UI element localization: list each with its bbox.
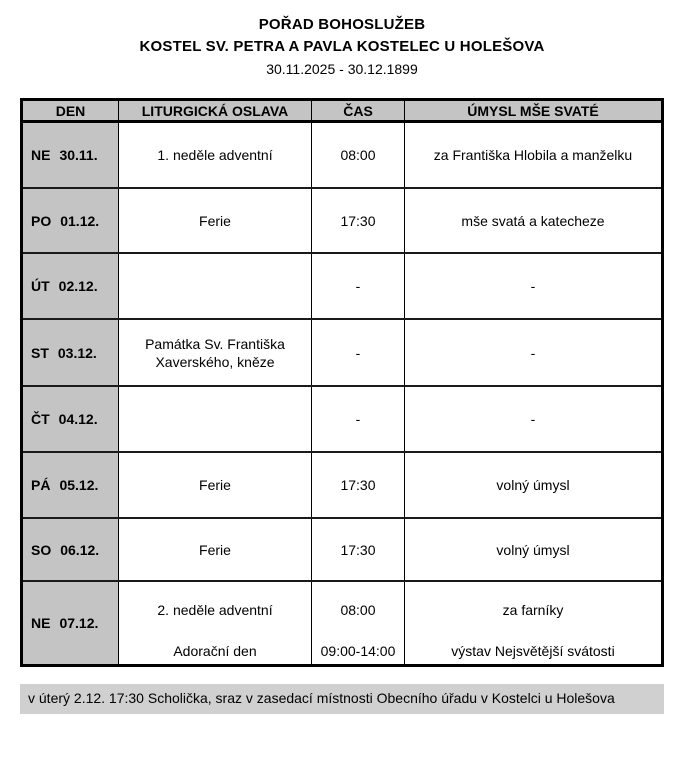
celebration-line-2: Adorační den — [173, 643, 257, 659]
day-abbrev: NE — [31, 147, 51, 163]
celebration-cell — [118, 582, 311, 664]
table-row — [23, 187, 661, 252]
day-date: 30.11. — [59, 147, 98, 163]
header-cell-den: DEN — [55, 102, 86, 119]
day-abbrev: ČT — [31, 411, 50, 427]
time-cell: 08:00 — [311, 123, 404, 187]
time-cell: - — [311, 320, 404, 385]
time-cell: 17:30 — [311, 189, 404, 252]
footer-note: v úterý 2.12. 17:30 Scholička, sraz v zasedací místnosti Obecního úřadu v Kostelci u Holešova — [20, 684, 664, 714]
time-cell — [311, 582, 404, 664]
day-date: 02.12. — [58, 278, 98, 294]
day-cell — [23, 254, 118, 318]
day-abbrev: PÁ — [31, 477, 51, 493]
day-cell — [23, 453, 118, 517]
intention-cell: - — [404, 254, 661, 318]
table-row — [23, 318, 661, 385]
day-cell — [23, 320, 118, 385]
day-abbrev: PO — [31, 212, 52, 229]
table-row — [23, 385, 661, 451]
celebration-cell: Ferie — [118, 453, 311, 517]
header-cell-cas: ČAS — [311, 101, 404, 120]
day-date: 06.12. — [60, 541, 100, 558]
celebration-cell — [118, 387, 311, 451]
day-date: 01.12. — [60, 212, 100, 229]
title-block — [0, 0, 684, 80]
celebration-cell: Ferie — [118, 519, 311, 580]
celebration-cell: 1. neděle adventní — [118, 123, 311, 187]
date-range: 30.11.2025 - 30.12.1899 — [266, 61, 418, 77]
intention-line-1: za farníky — [502, 602, 564, 618]
intention-cell: - — [404, 387, 661, 451]
day-cell — [23, 189, 118, 252]
celebration-cell — [118, 254, 311, 318]
day-cell — [23, 582, 118, 664]
table-header-row — [23, 101, 661, 123]
celebration-line-1: 2. neděle adventní — [157, 602, 273, 618]
day-abbrev: ÚT — [31, 278, 50, 294]
day-abbrev: ST — [31, 344, 49, 361]
header-cell-umysl: ÚMYSL MŠE SVATÉ — [404, 101, 661, 120]
day-date: 07.12. — [59, 615, 99, 631]
time-cell: 17:30 — [311, 453, 404, 517]
day-abbrev: SO — [31, 541, 52, 558]
header-cell-oslava: LITURGICKÁ OSLAVA — [118, 101, 311, 120]
table-row — [23, 451, 661, 517]
table-row — [23, 252, 661, 318]
intention-cell: volný úmysl — [404, 453, 661, 517]
day-date: 03.12. — [57, 344, 97, 361]
time-cell: 17:30 — [311, 519, 404, 580]
time-line-1: 08:00 — [340, 602, 376, 618]
page-title: POŘAD BOHOSLUŽEB — [258, 16, 426, 33]
day-cell — [23, 519, 118, 580]
day-abbrev: NE — [31, 615, 51, 631]
time-cell: - — [311, 387, 404, 451]
day-cell — [23, 123, 118, 187]
time-cell: - — [311, 254, 404, 318]
intention-cell: - — [404, 320, 661, 385]
intention-cell: volný úmysl — [404, 519, 661, 580]
intention-cell: mše svatá a katecheze — [404, 189, 661, 252]
celebration-cell: Ferie — [118, 189, 311, 252]
intention-line-2: výstav Nejsvětější svátosti — [451, 643, 615, 659]
table-row — [23, 517, 661, 580]
intention-cell — [404, 582, 661, 664]
page-subtitle: KOSTEL SV. PETRA A PAVLA KOSTELEC U HOLEŠOVA — [139, 38, 545, 55]
table-row — [23, 123, 661, 187]
intention-cell: za Františka Hlobila a manželku — [404, 123, 661, 187]
day-cell — [23, 387, 118, 451]
time-line-2: 09:00-14:00 — [320, 643, 396, 659]
day-date: 05.12. — [59, 477, 99, 493]
celebration-cell: Památka Sv. Františka Xaverského, kněze — [118, 320, 311, 385]
schedule-table — [20, 98, 664, 667]
table-row — [23, 580, 661, 664]
day-date: 04.12. — [58, 411, 98, 427]
